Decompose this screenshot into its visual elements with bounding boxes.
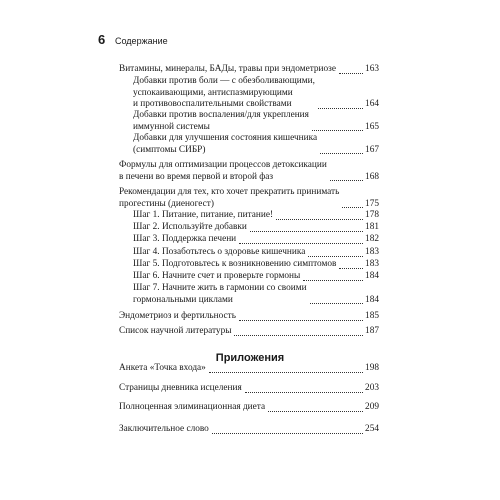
toc-leader-dots <box>320 153 363 154</box>
toc-leader-dots <box>268 411 363 412</box>
toc-entry-text: Шаг 7. Начните жить в гармонии со своими гормональными циклами <box>133 283 307 305</box>
toc-leader-dots <box>310 303 363 304</box>
toc-entry <box>119 64 379 76</box>
toc-entry-text: Добавки для улучшения состояния кишечника (симптомы СИБР) <box>133 133 318 155</box>
toc-entry-page: 184 <box>365 294 379 305</box>
toc-entry-page: 182 <box>365 234 379 244</box>
toc-leader-dots <box>234 335 363 336</box>
toc-entry <box>133 283 379 306</box>
toc-leader-dots <box>308 256 363 257</box>
toc-entry <box>133 234 379 246</box>
toc-entry-page: 209 <box>365 402 379 412</box>
toc-leader-dots <box>209 372 363 373</box>
toc-entry <box>119 326 379 338</box>
toc-entry <box>133 110 379 133</box>
toc-entry-page: 185 <box>365 311 379 321</box>
toc-entry-text: Шаг 5. Подготовьтесь к возникновению симптомов <box>133 259 337 269</box>
toc-entry-page: 163 <box>365 64 379 74</box>
toc-leader-dots <box>330 180 363 181</box>
toc-entry <box>133 210 379 222</box>
toc-entry <box>119 424 379 436</box>
toc-entry-page: 187 <box>365 326 379 336</box>
toc-entry-text: Формулы для оптимизации процессов детоксикации в печени во время первой и второй фаз <box>119 160 327 182</box>
toc-leader-dots <box>342 207 363 208</box>
toc-entry <box>133 76 379 111</box>
toc-entry-text: Шаг 6. Начните счет и проверьте гормоны <box>133 271 301 281</box>
toc-entry <box>119 311 379 323</box>
appendix-heading: Приложения <box>215 352 285 364</box>
toc-entry-text: Рекомендации для тех, кто хочет прекратить принимать прогестины (диеногест) <box>119 187 340 209</box>
toc-entry <box>133 259 379 271</box>
toc-leader-dots <box>303 280 363 281</box>
toc-entry-text: Эндометриоз и фертильность <box>119 311 236 321</box>
toc-entry <box>133 133 379 156</box>
toc-entry-text: Список научной литературы <box>119 326 232 336</box>
toc-entry-text: Витамины, минералы, БАДы, травы при эндометриозе <box>119 64 336 74</box>
toc-entry-text: Полноценная элиминационная диета <box>119 402 266 412</box>
toc-entry-text: Шаг 3. Поддержка печени <box>133 234 237 244</box>
toc-entry-text: Анкета «Точка входа» <box>119 363 206 373</box>
toc-leader-dots <box>312 130 363 131</box>
toc-entry <box>119 187 379 210</box>
toc-leader-dots <box>212 433 363 434</box>
toc-leader-dots <box>245 392 363 393</box>
toc-entry <box>133 247 379 259</box>
toc-entry <box>119 383 379 395</box>
toc-entry <box>119 363 379 375</box>
toc-entry-page: 168 <box>365 171 379 182</box>
toc-entry-page: 183 <box>365 259 379 269</box>
toc-entry <box>133 222 379 234</box>
toc-entry-text: Добавки против боли — с обезболивающими, успокаивающими, антиспазмирующими и противовоспалительными свойствами <box>133 76 315 109</box>
toc-entry-page: 164 <box>365 99 379 109</box>
toc-entry-page: 165 <box>365 121 379 132</box>
toc-leader-dots <box>239 320 363 321</box>
toc-leader-dots <box>250 231 363 232</box>
toc-entry-page: 175 <box>365 198 379 209</box>
toc-entry-page: 203 <box>365 383 379 393</box>
toc-entry-page: 254 <box>365 424 379 434</box>
toc-entry-page: 181 <box>365 222 379 232</box>
toc-entry-page: 183 <box>365 247 379 257</box>
toc-entry-text: Страницы дневника исцеления <box>119 383 242 393</box>
toc-entry-text: Шаг 1. Питание, питание, питание! <box>133 210 274 220</box>
toc-entry <box>119 402 379 414</box>
toc-leader-dots <box>318 108 363 109</box>
toc-entry-text: Заключительное слово <box>119 424 209 434</box>
page-number: 6 <box>98 32 106 47</box>
running-head-title: Содержание <box>115 36 168 46</box>
toc-entry-page: 184 <box>365 271 379 281</box>
toc-leader-dots <box>276 219 363 220</box>
toc-leader-dots <box>339 268 363 269</box>
toc-leader-dots <box>239 243 363 244</box>
toc-entry-text: Добавки против воспаления/для укрепления иммунной системы <box>133 110 309 132</box>
toc-entry-text: Шаг 4. Позаботьтесь о здоровье кишечника <box>133 247 306 257</box>
toc-entry <box>133 271 379 283</box>
toc-entry-text: Шаг 2. Используйте добавки <box>133 222 247 232</box>
toc-leader-dots <box>339 73 363 74</box>
toc-entry-page: 167 <box>365 144 379 155</box>
toc-entry <box>119 160 379 183</box>
toc-entry-page: 178 <box>365 210 379 220</box>
toc-entry-page: 198 <box>365 363 379 373</box>
